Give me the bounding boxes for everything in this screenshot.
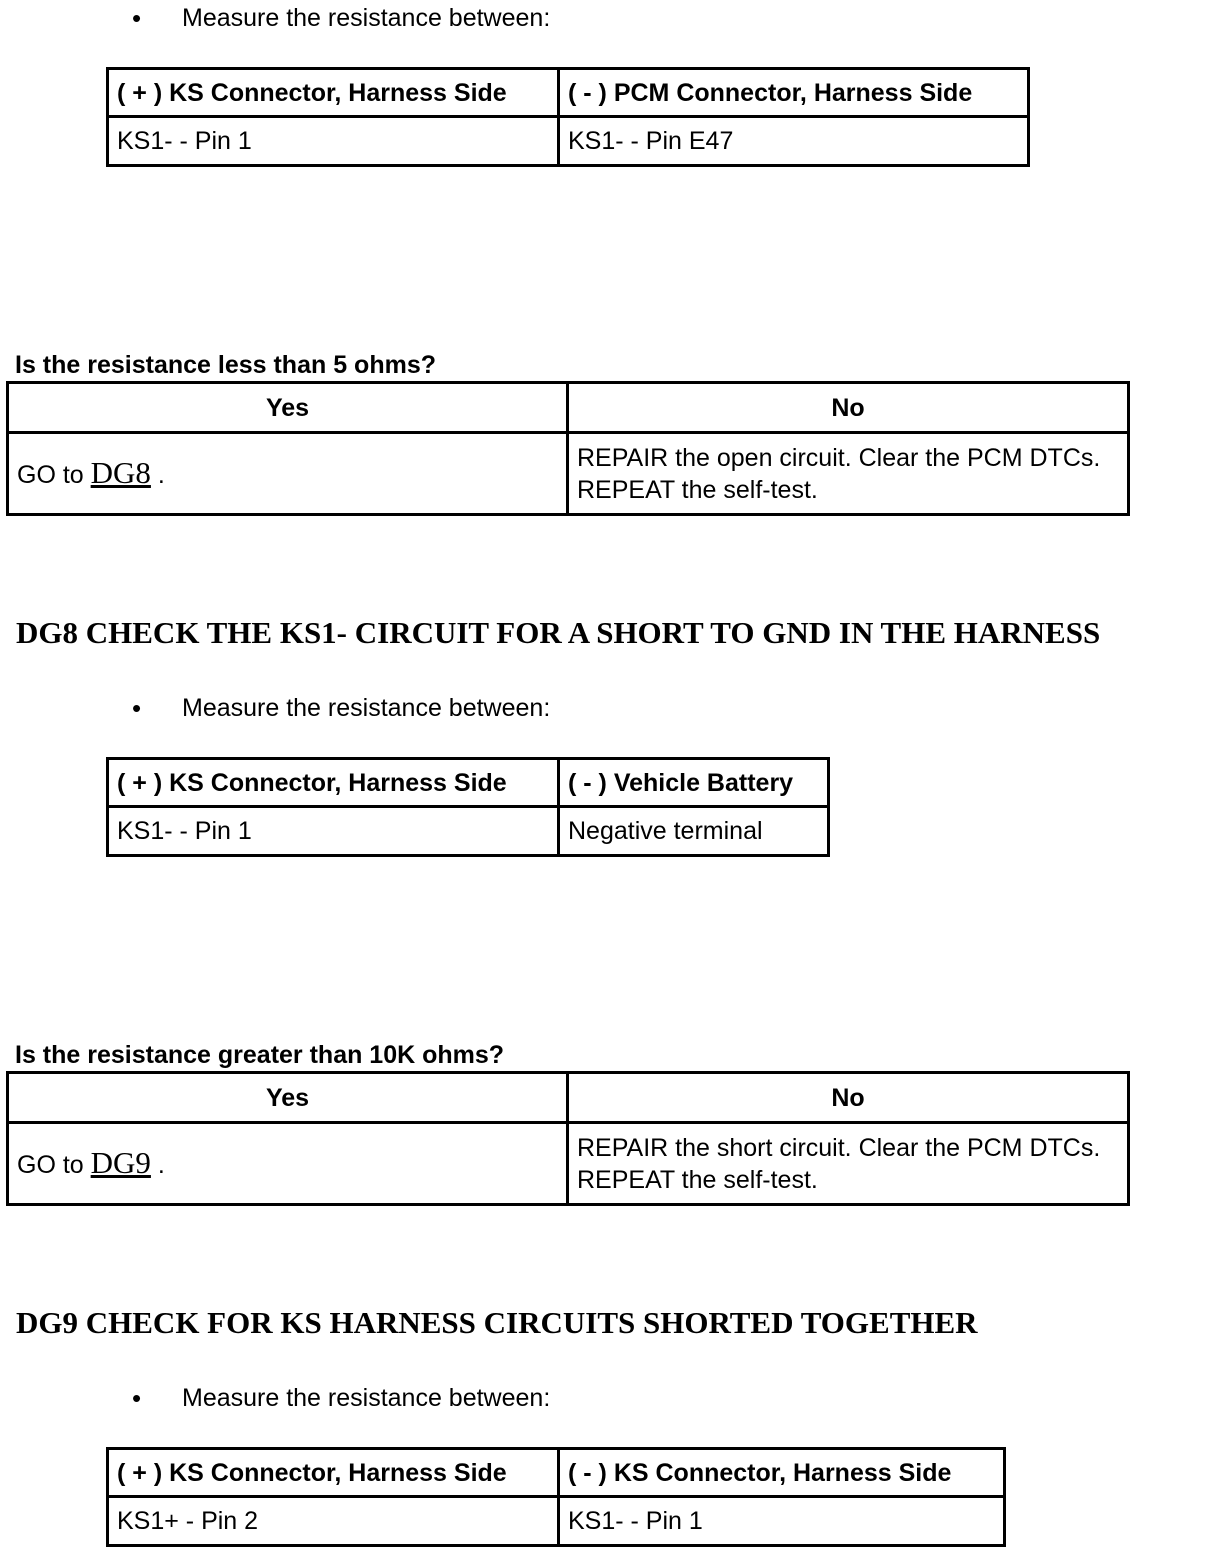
table-header-plus: ( + ) KS Connector, Harness Side — [108, 69, 559, 117]
table-cell-plus: KS1- - Pin 1 — [108, 807, 559, 856]
heading-dg9: DG9 CHECK FOR KS HARNESS CIRCUITS SHORTED TOGETHER — [16, 1305, 978, 1340]
decision-table-1 — [6, 381, 1130, 516]
resistance-table-1 — [106, 67, 1030, 167]
table-header-plus: ( + ) KS Connector, Harness Side — [108, 1449, 559, 1497]
bullet-dot: • — [132, 1383, 142, 1413]
go-to-suffix: . — [157, 1150, 165, 1179]
go-to-suffix: . — [157, 460, 165, 489]
table-cell-minus: KS1- - Pin E47 — [559, 117, 1029, 166]
yes-cell — [8, 433, 568, 515]
bullet-text: Measure the resistance between: — [182, 1384, 551, 1412]
heading-dg8: DG8 CHECK THE KS1- CIRCUIT FOR A SHORT TO GND IN THE HARNESS — [16, 615, 1101, 650]
measure-bullet-3 — [132, 1383, 732, 1413]
table-header-plus: ( + ) KS Connector, Harness Side — [108, 759, 559, 807]
yes-header: Yes — [8, 383, 568, 433]
dg9-link[interactable]: DG9 — [90, 1144, 151, 1180]
bullet-text: Measure the resistance between: — [182, 4, 551, 32]
yes-header: Yes — [8, 1073, 568, 1123]
go-to-text: GO to — [17, 460, 84, 489]
bullet-dot: • — [132, 693, 142, 723]
bullet-text: Measure the resistance between: — [182, 694, 551, 722]
no-header: No — [568, 1073, 1129, 1123]
no-cell: REPAIR the open circuit. Clear the PCM DTCs. REPEAT the self-test. — [568, 433, 1129, 515]
table-cell-minus: KS1- - Pin 1 — [559, 1497, 1005, 1546]
measure-bullet-2 — [132, 693, 732, 723]
question-2: Is the resistance greater than 10K ohms? — [15, 1041, 505, 1069]
no-header: No — [568, 383, 1129, 433]
decision-table-2 — [6, 1071, 1130, 1206]
table-header-minus: ( - ) KS Connector, Harness Side — [559, 1449, 1005, 1497]
bullet-dot: • — [132, 3, 142, 33]
table-header-minus: ( - ) Vehicle Battery — [559, 759, 829, 807]
measure-bullet-1 — [132, 3, 732, 33]
dg8-link[interactable]: DG8 — [90, 454, 151, 490]
go-to-text: GO to — [17, 1150, 84, 1179]
no-cell: REPAIR the short circuit. Clear the PCM DTCs. REPEAT the self-test. — [568, 1123, 1129, 1205]
question-1: Is the resistance less than 5 ohms? — [15, 351, 436, 379]
table-header-minus: ( - ) PCM Connector, Harness Side — [559, 69, 1029, 117]
resistance-table-3 — [106, 1447, 1006, 1547]
table-cell-minus: Negative terminal — [559, 807, 829, 856]
resistance-table-2 — [106, 757, 830, 857]
yes-cell — [8, 1123, 568, 1205]
table-cell-plus: KS1+ - Pin 2 — [108, 1497, 559, 1546]
table-cell-plus: KS1- - Pin 1 — [108, 117, 559, 166]
